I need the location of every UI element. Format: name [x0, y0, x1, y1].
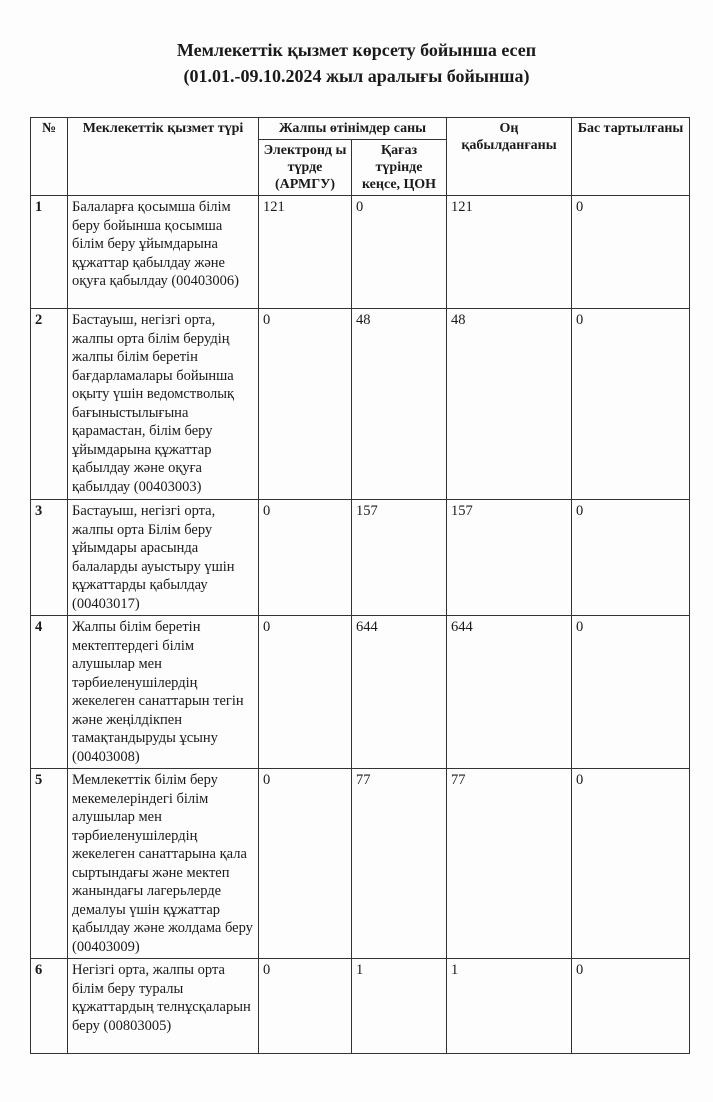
table-row	[31, 959, 690, 1054]
row-paper: 0	[352, 196, 447, 309]
row-refused: 0	[572, 309, 690, 500]
header-positive: Оң қабылданғаны	[447, 118, 572, 196]
row-num: 4	[31, 616, 68, 769]
row-positive: 48	[447, 309, 572, 500]
row-refused: 0	[572, 500, 690, 616]
report-table	[30, 117, 690, 1054]
row-refused: 0	[572, 959, 690, 1054]
row-electronic: 0	[259, 959, 352, 1054]
row-num: 1	[31, 196, 68, 309]
table-header-row	[31, 118, 690, 140]
header-total: Жалпы өтінімдер саны	[259, 118, 447, 140]
row-paper: 77	[352, 769, 447, 959]
header-refused: Бас тартылғаны	[572, 118, 690, 196]
table-row	[31, 196, 690, 309]
row-positive: 157	[447, 500, 572, 616]
table-row	[31, 769, 690, 959]
row-service: Бастауыш, негізгі орта, жалпы орта білім берудің жалпы білім беретін бағдарламалары бойынша оқыту үшін ведомстволық бағыныстылығына қарамастан, білім беру ұйымдарына құжаттар қабылдау және оқуға қабылдау (00403003)	[68, 309, 259, 500]
row-refused: 0	[572, 616, 690, 769]
row-electronic: 0	[259, 309, 352, 500]
row-positive: 1	[447, 959, 572, 1054]
row-paper: 644	[352, 616, 447, 769]
header-paper: Қағаз түрінде кеңсе, ЦОН	[352, 140, 447, 196]
report-title: Мемлекеттік қызмет көрсету бойынша есеп	[176, 40, 537, 60]
row-service: Балаларға қосымша білім беру бойынша қосымша білім беру ұйымдарына құжаттар қабылдау және оқуға қабылдау (00403006)	[68, 196, 259, 309]
row-electronic: 0	[259, 769, 352, 959]
row-num: 6	[31, 959, 68, 1054]
header-num: №	[31, 118, 68, 196]
row-service: Бастауыш, негізгі орта, жалпы орта Білім беру ұйымдары арасында балаларды ауыстыру үшін құжаттарды қабылдау (00403017)	[68, 500, 259, 616]
row-electronic: 121	[259, 196, 352, 309]
row-service: Жалпы білім беретін мектептердегі білім алушылар мен тәрбиеленушілердің жекелеген санаттарын тегін және жеңілдікпен тамақтандыруды ұсыну (00403008)	[68, 616, 259, 769]
row-num: 5	[31, 769, 68, 959]
row-num: 2	[31, 309, 68, 500]
row-positive: 121	[447, 196, 572, 309]
row-paper: 1	[352, 959, 447, 1054]
row-refused: 0	[572, 196, 690, 309]
row-paper: 48	[352, 309, 447, 500]
row-service: Негізгі орта, жалпы орта білім беру туралы құжаттардың телнұсқаларын беру (00803005)	[68, 959, 259, 1054]
row-electronic: 0	[259, 500, 352, 616]
row-electronic: 0	[259, 616, 352, 769]
table-row	[31, 500, 690, 616]
row-positive: 644	[447, 616, 572, 769]
row-num: 3	[31, 500, 68, 616]
row-refused: 0	[572, 769, 690, 959]
header-electronic: Электронд ы түрде (АРМГУ)	[259, 140, 352, 196]
table-row	[31, 309, 690, 500]
report-period: (01.01.-09.10.2024 жыл аралығы бойынша)	[183, 66, 530, 86]
table-row	[31, 616, 690, 769]
row-positive: 77	[447, 769, 572, 959]
header-service: Меклекеттік қызмет түрі	[68, 118, 259, 196]
row-service: Мемлекеттік білім беру мекемелеріндегі білім алушылар мен тәрбиеленушілердің жекелеген санаттарына қала сыртындағы және мектеп жанындағы лагерьлерде демалуы үшін құжаттар қабылдау және жолдама беру (00403009)	[68, 769, 259, 959]
row-paper: 157	[352, 500, 447, 616]
